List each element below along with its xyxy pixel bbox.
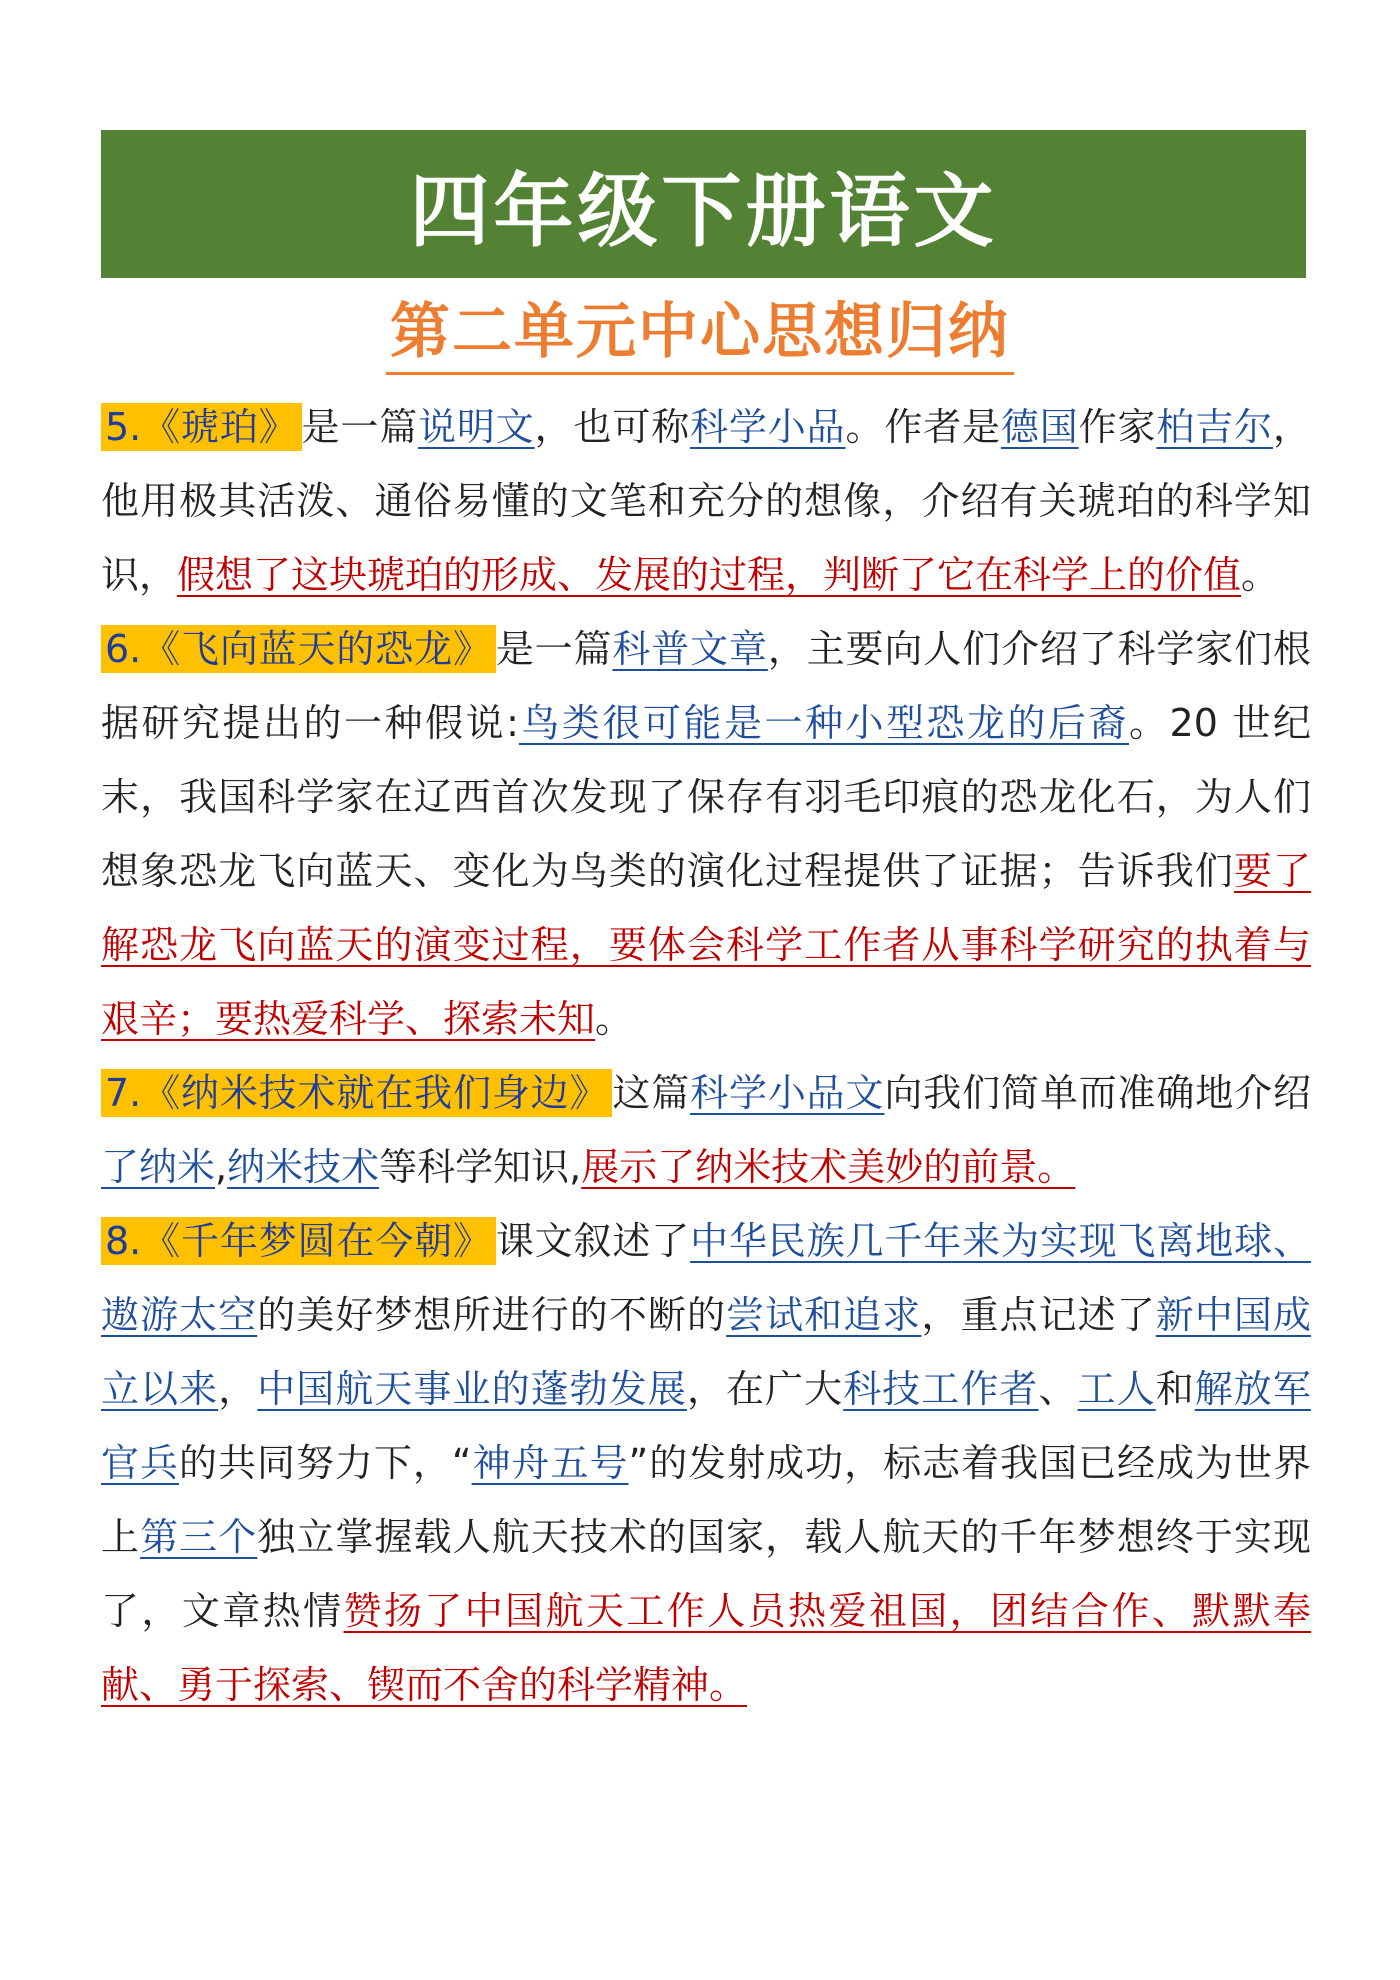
summary-content <box>101 390 1311 1722</box>
lesson-title: 7.《纳米技术就在我们身边》 <box>101 1069 612 1117</box>
text-run: 独立掌握载人航天技术的国家，载人航天的千年梦想终于实现了，文章热情 <box>101 1515 1311 1633</box>
subtitle-container <box>0 292 1400 375</box>
lesson-title: 5.《琥珀》 <box>101 403 302 451</box>
text-run: ，他用极其活泼、通俗易懂的文笔和充分的想像，介绍有关琥珀的科学知识， <box>101 405 1311 597</box>
text-run: ，在广大 <box>686 1367 844 1411</box>
title-banner <box>101 130 1306 278</box>
text-run: 是一篇 <box>495 627 613 671</box>
text-run: ，重点记述了 <box>921 1293 1156 1337</box>
text-run: ， <box>218 1367 258 1411</box>
lesson-7-paragraph <box>101 1056 1311 1204</box>
keyword: 第三个 <box>140 1515 258 1559</box>
key-point: 假想了这块琥珀的形成、发展的过程，判断了它在科学上的价值 <box>177 553 1242 597</box>
keyword: 科学小品 <box>690 405 846 449</box>
text-run: 这篇 <box>612 1071 691 1115</box>
keyword: 德国 <box>1000 405 1079 449</box>
text-run: 。20 世纪末，我国科学家在辽西首次发现了保存有羽毛印痕的恐龙化石，为人们想象恐龙飞向蓝天、变化为鸟类的演化过程提供了证据；告诉我们 <box>101 701 1311 893</box>
key-point: 要了解恐龙飞向蓝天的演变过程，要体会科学工作者从事科学研究的执着与艰辛；要热爱科学、探索未知 <box>101 849 1311 1041</box>
keyword: 新中国成立以来 <box>101 1293 1311 1411</box>
lesson-5-paragraph <box>101 390 1311 612</box>
keyword: 中华民族几千年来为实现飞离地球、遨游太空 <box>101 1219 1311 1337</box>
page-title: 四年级下册语文 <box>409 164 998 258</box>
keyword: 鸟类很可能是一种小型恐龙的后裔 <box>518 701 1130 745</box>
lesson-title: 6.《飞向蓝天的恐龙》 <box>101 625 496 673</box>
text-run: 向我们简单而准确地介绍 <box>884 1071 1311 1115</box>
text-run: 。 <box>595 997 634 1041</box>
keyword: 解放军官兵 <box>101 1367 1311 1485</box>
lesson-6-paragraph <box>101 612 1311 1056</box>
keyword: 科学小品文 <box>690 1071 885 1115</box>
text-run: 作家 <box>1078 405 1157 449</box>
keyword: 神舟五号 <box>471 1441 629 1485</box>
lesson-title: 8.《千年梦圆在今朝》 <box>101 1217 496 1265</box>
keyword: 说明文 <box>418 405 535 449</box>
text-run: 、 <box>1038 1367 1078 1411</box>
text-run: 等科学知识, <box>379 1145 582 1189</box>
key-point: 展示了纳米技术美妙的前景。 <box>581 1145 1076 1189</box>
keyword: 工人 <box>1077 1367 1156 1411</box>
text-run: , <box>215 1145 228 1189</box>
text-run: 课文叙述了 <box>495 1219 691 1263</box>
text-run: ，主要向人们介绍了科学家们根据研究提出的一种假说: <box>101 627 1311 745</box>
keyword: 柏吉尔 <box>1156 405 1273 449</box>
key-point: 赞扬了中国航天工作人员热爱祖国，团结合作、默默奉献、勇于探索、锲而不舍的科学精神。 <box>101 1589 1311 1707</box>
keyword: 中国航天事业的蓬勃发展 <box>257 1367 687 1411</box>
keyword: 了纳米 <box>101 1145 216 1189</box>
text-run: ”的发射成功，标志着我国已经成为世界上 <box>101 1441 1311 1559</box>
keyword: 尝试和追求 <box>726 1293 922 1337</box>
text-run: 的美好梦想所进行的不断的 <box>257 1293 727 1337</box>
text-run: ，也可称 <box>534 405 691 449</box>
keyword: 科技工作者 <box>843 1367 1039 1411</box>
text-run: 和 <box>1155 1367 1195 1411</box>
text-run: 。作者是 <box>845 405 1001 449</box>
text-run: 。 <box>1241 553 1280 597</box>
page-subtitle: 第二单元中心思想归纳 <box>386 292 1014 375</box>
text-run: 的共同努力下，“ <box>178 1441 472 1485</box>
keyword: 纳米技术 <box>227 1145 380 1189</box>
text-run: 是一篇 <box>301 405 419 449</box>
lesson-8-paragraph <box>101 1204 1311 1722</box>
keyword: 科普文章 <box>612 627 768 671</box>
